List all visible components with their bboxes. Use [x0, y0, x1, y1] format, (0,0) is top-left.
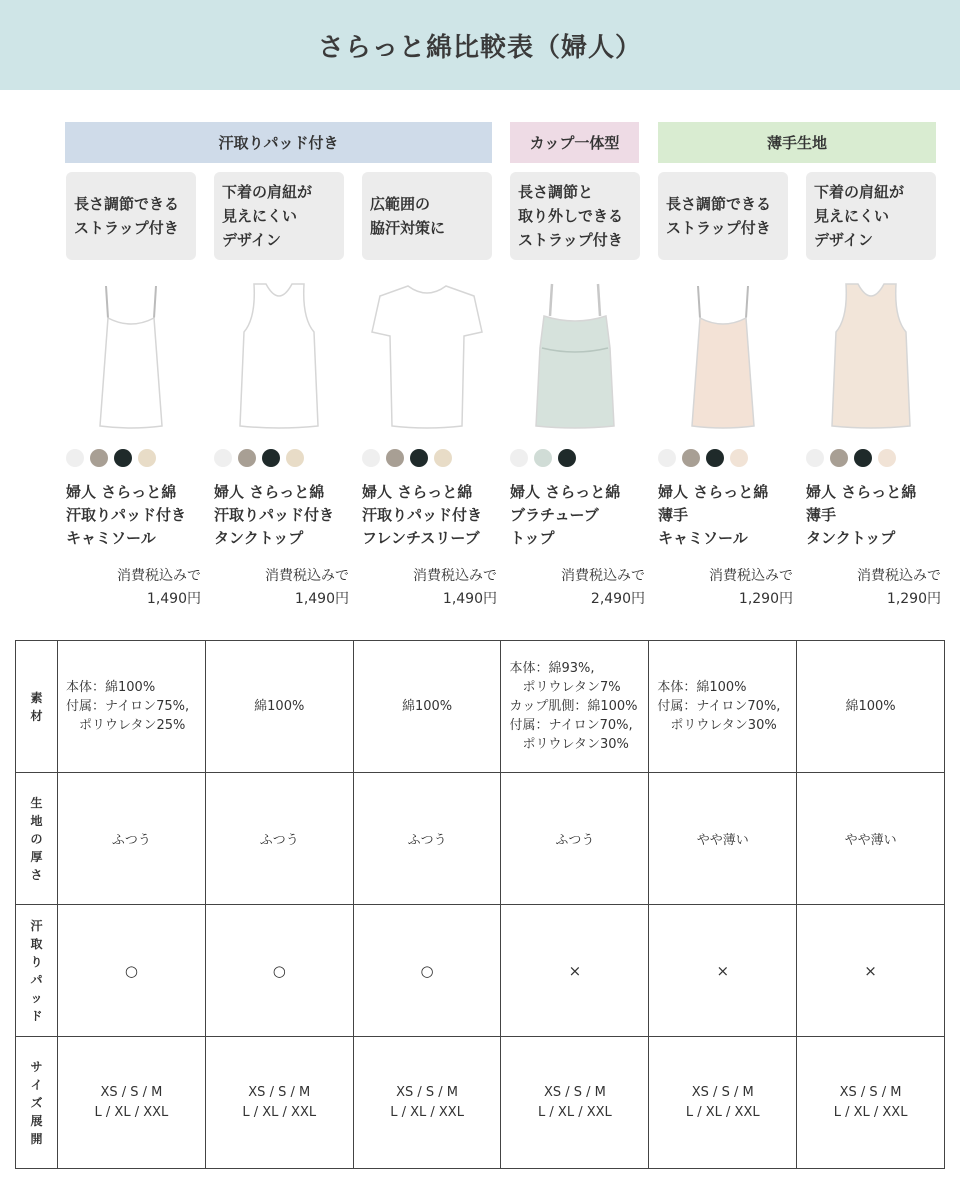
sizes-cell: XS / S / M L / XL / XXL — [353, 1037, 501, 1169]
product-image — [214, 278, 344, 434]
color-swatch[interactable] — [682, 449, 700, 467]
price-value: 1,490円 — [146, 591, 201, 607]
table-row — [16, 1037, 945, 1169]
thickness-cell: ふつう — [205, 773, 353, 905]
feature-box: 長さ調節と 取り外しできる ストラップ付き — [510, 172, 640, 260]
color-swatch[interactable] — [286, 449, 304, 467]
color-swatch[interactable] — [730, 449, 748, 467]
comparison-table — [15, 640, 945, 1169]
product-image — [658, 278, 788, 434]
table-row — [16, 641, 945, 773]
price-note: 消費税込みで — [117, 568, 201, 584]
color-swatches — [66, 449, 156, 467]
product-name: 婦人 さらっと綿 ブラチューブ トップ — [510, 483, 621, 547]
price-block — [510, 565, 645, 611]
feature-box: 下着の肩紐が 見えにくい デザイン — [806, 172, 936, 260]
category-thin-fabric: 薄手生地 — [658, 122, 936, 163]
price-value: 2,490円 — [590, 591, 645, 607]
category-sweat-pad: 汗取りパッド付き — [65, 122, 492, 163]
table-row — [16, 905, 945, 1037]
pad-cell: ○ — [205, 905, 353, 1037]
thickness-cell: やや薄い — [649, 773, 797, 905]
product-image — [510, 278, 640, 434]
color-swatches — [806, 449, 896, 467]
pad-cell: × — [797, 905, 945, 1037]
pad-cell: × — [649, 905, 797, 1037]
price-value: 1,290円 — [886, 591, 941, 607]
color-swatches — [510, 449, 576, 467]
price-block — [66, 565, 201, 611]
row-header-material: 素材 — [16, 641, 58, 773]
price-block — [658, 565, 793, 611]
product-image — [362, 278, 492, 434]
feature-box: 下着の肩紐が 見えにくい デザイン — [214, 172, 344, 260]
material-cell: 本体：綿100% 付属：ナイロン70%, ポリウレタン30% — [649, 641, 797, 773]
product-name: 婦人 さらっと綿 汗取りパッド付き キャミソール — [66, 483, 187, 547]
sizes-cell: XS / S / M L / XL / XXL — [649, 1037, 797, 1169]
price-value: 1,490円 — [294, 591, 349, 607]
color-swatch[interactable] — [434, 449, 452, 467]
thickness-cell: ふつう — [501, 773, 649, 905]
color-swatches — [658, 449, 748, 467]
material-cell: 綿100% — [797, 641, 945, 773]
material-cell: 本体：綿100% 付属：ナイロン75%, ポリウレタン25% — [58, 641, 206, 773]
row-header-sweat-pad: 汗取りパッド — [16, 905, 58, 1037]
material-cell: 綿100% — [353, 641, 501, 773]
price-value: 1,290円 — [738, 591, 793, 607]
color-swatch[interactable] — [114, 449, 132, 467]
color-swatch[interactable] — [138, 449, 156, 467]
thickness-cell: ふつう — [58, 773, 206, 905]
product-name: 婦人 さらっと綿 汗取りパッド付き タンクトップ — [214, 483, 335, 547]
color-swatch[interactable] — [386, 449, 404, 467]
color-swatch[interactable] — [362, 449, 380, 467]
price-block — [214, 565, 349, 611]
color-swatch[interactable] — [878, 449, 896, 467]
color-swatch[interactable] — [706, 449, 724, 467]
price-block — [806, 565, 941, 611]
color-swatches — [214, 449, 304, 467]
feature-box: 長さ調節できる ストラップ付き — [66, 172, 196, 260]
pad-cell: × — [501, 905, 649, 1037]
thickness-cell: ふつう — [353, 773, 501, 905]
pad-cell: ○ — [58, 905, 206, 1037]
color-swatches — [362, 449, 452, 467]
color-swatch[interactable] — [262, 449, 280, 467]
product-name: 婦人 さらっと綿 薄手 タンクトップ — [806, 483, 917, 547]
color-swatch[interactable] — [806, 449, 824, 467]
feature-box: 長さ調節できる ストラップ付き — [658, 172, 788, 260]
price-note: 消費税込みで — [709, 568, 793, 584]
color-swatch[interactable] — [658, 449, 676, 467]
color-swatch[interactable] — [410, 449, 428, 467]
sizes-cell: XS / S / M L / XL / XXL — [797, 1037, 945, 1169]
title-banner — [0, 0, 960, 90]
color-swatch[interactable] — [558, 449, 576, 467]
category-cup-integrated: カップ一体型 — [510, 122, 639, 163]
product-image — [806, 278, 936, 434]
color-swatch[interactable] — [534, 449, 552, 467]
color-swatch[interactable] — [90, 449, 108, 467]
price-note: 消費税込みで — [561, 568, 645, 584]
color-swatch[interactable] — [830, 449, 848, 467]
price-note: 消費税込みで — [857, 568, 941, 584]
sizes-cell: XS / S / M L / XL / XXL — [205, 1037, 353, 1169]
thickness-cell: やや薄い — [797, 773, 945, 905]
feature-box: 広範囲の 脇汗対策に — [362, 172, 492, 260]
table-row — [16, 773, 945, 905]
color-swatch[interactable] — [510, 449, 528, 467]
sizes-cell: XS / S / M L / XL / XXL — [501, 1037, 649, 1169]
product-name: 婦人 さらっと綿 薄手 キャミソール — [658, 483, 769, 547]
row-header-sizes: サイズ展開 — [16, 1037, 58, 1169]
color-swatch[interactable] — [214, 449, 232, 467]
color-swatch[interactable] — [238, 449, 256, 467]
price-value: 1,490円 — [442, 591, 497, 607]
sizes-cell: XS / S / M L / XL / XXL — [58, 1037, 206, 1169]
page-title: さらっと綿比較表（婦人） — [317, 32, 642, 63]
price-block — [362, 565, 497, 611]
row-header-thickness: 生地の厚さ — [16, 773, 58, 905]
product-image — [66, 278, 196, 434]
price-note: 消費税込みで — [413, 568, 497, 584]
color-swatch[interactable] — [854, 449, 872, 467]
product-name: 婦人 さらっと綿 汗取りパッド付き フレンチスリーブ — [362, 483, 483, 547]
pad-cell: ○ — [353, 905, 501, 1037]
material-cell: 本体：綿93%, ポリウレタン7% カップ肌側：綿100% 付属：ナイロン70%, ポリウレタン30% — [501, 641, 649, 773]
color-swatch[interactable] — [66, 449, 84, 467]
material-cell: 綿100% — [205, 641, 353, 773]
price-note: 消費税込みで — [265, 568, 349, 584]
